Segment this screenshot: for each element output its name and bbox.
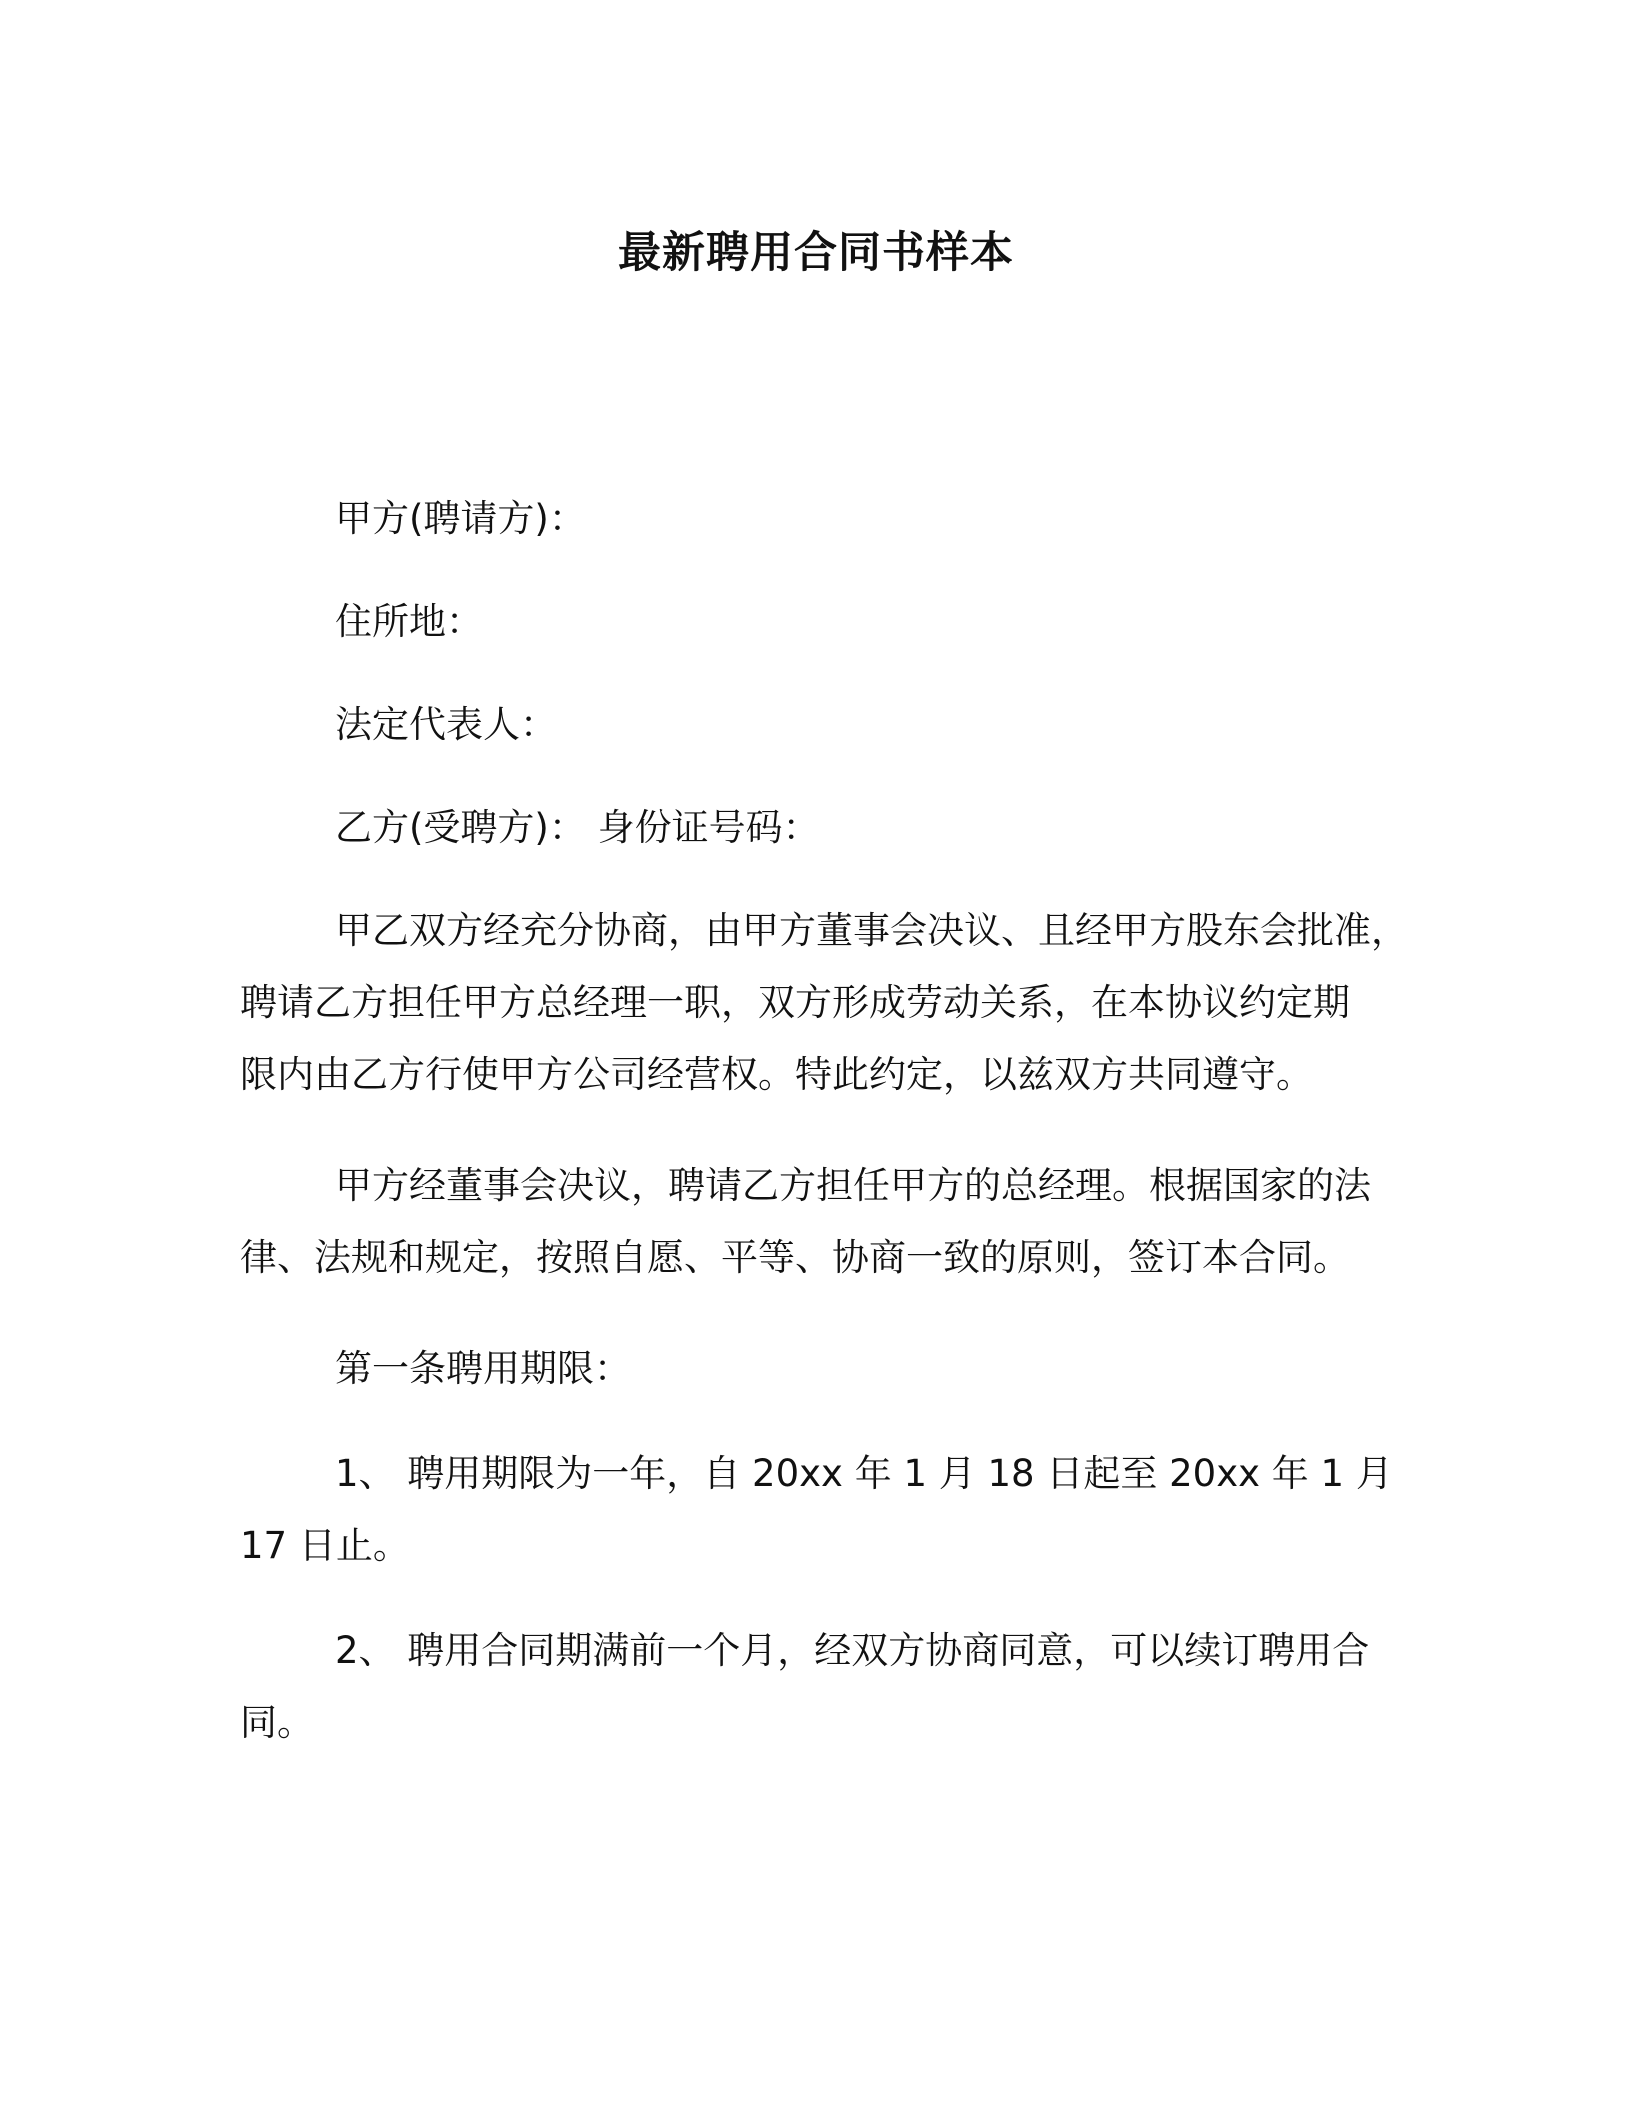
party-b-label: 乙方(受聘方)： 身份证号码： [335,806,820,849]
paragraph-line: 聘请乙方担任甲方总经理一职，双方形成劳动关系，在本协议约定期 [240,981,1350,1024]
paragraph-board-resolution [240,1150,1420,1294]
paragraph-agreement [240,895,1420,1111]
paragraph-line: 限内由乙方行使甲方公司经营权。特此约定，以兹双方共同遵守。 [240,1053,1313,1096]
legal-rep-line [240,689,1420,761]
party-a-label: 甲方(聘请方)： [335,497,586,540]
document-title: 最新聘用合同书样本 [618,228,1014,278]
paragraph-line: 甲乙双方经充分协商，由甲方董事会决议、且经甲方股东会批准， [335,909,1408,952]
address-line [240,586,1420,658]
article-1-item-2 [240,1615,1420,1759]
paragraph-line: 律、法规和规定，按照自愿、平等、协商一致的原则，签订本合同。 [240,1236,1350,1279]
article-1-heading [240,1333,1420,1405]
address-label: 住所地： [335,600,483,643]
party-a-line [240,483,1420,555]
item-line: 同。 [240,1701,314,1744]
item-line: 2、 聘用合同期满前一个月，经双方协商同意，可以续订聘用合 [335,1629,1370,1672]
article-1-item-1 [240,1438,1420,1582]
article-heading-text: 第一条聘用期限： [335,1347,631,1390]
item-line: 17 日止。 [240,1524,410,1567]
paragraph-line: 甲方经董事会决议，聘请乙方担任甲方的总经理。根据国家的法 [335,1164,1371,1207]
party-b-line [240,792,1420,864]
item-line: 1、 聘用期限为一年，自 20xx 年 1 月 18 日起至 20xx 年 1 月 [335,1452,1393,1495]
legal-rep-label: 法定代表人： [335,703,557,746]
